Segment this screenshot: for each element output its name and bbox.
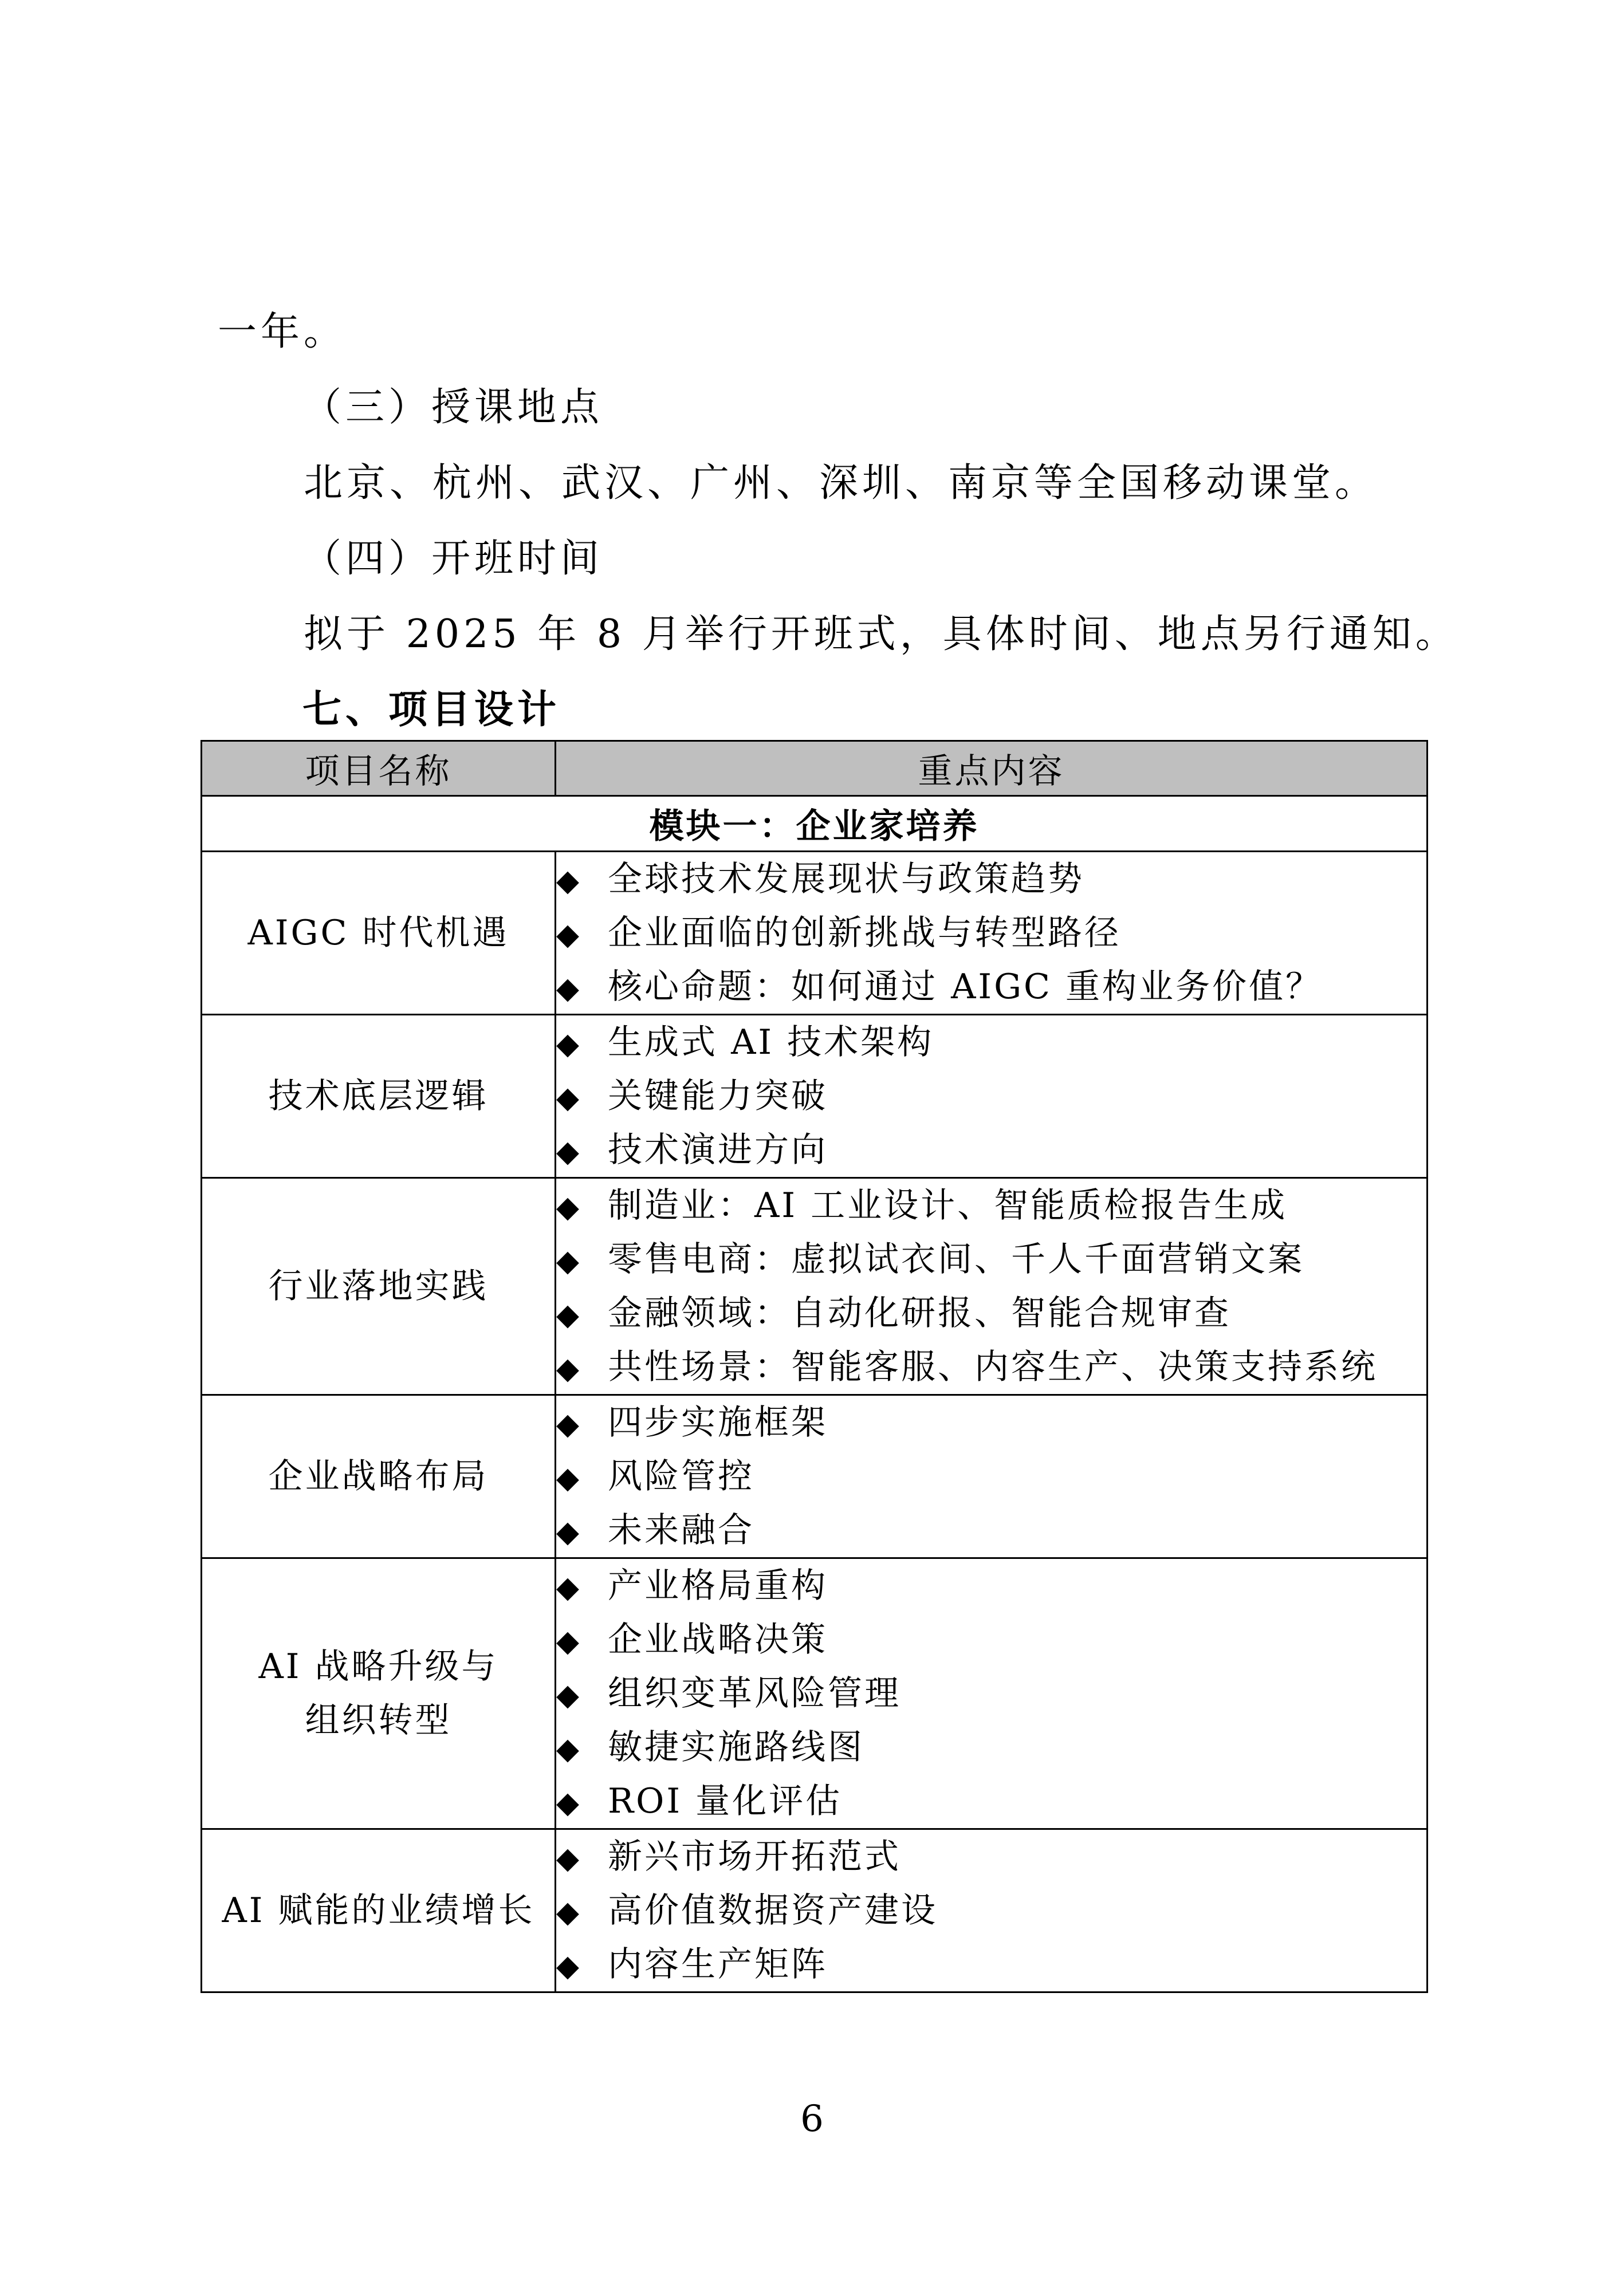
key-point-text: 高价值数据资产建设 bbox=[608, 1891, 938, 1931]
key-point-item bbox=[556, 1340, 1426, 1394]
key-points-cell bbox=[556, 1558, 1428, 1829]
key-point-item bbox=[556, 1450, 1426, 1503]
key-point-text: 内容生产矩阵 bbox=[608, 1944, 828, 1984]
key-point-item bbox=[556, 1884, 1426, 1937]
key-point-item bbox=[556, 1774, 1426, 1828]
table-row bbox=[202, 1395, 1428, 1558]
key-point-item bbox=[556, 1286, 1426, 1340]
body-line-start-time: 拟于 2025 年 8 月举行开班式，具体时间、地点另行通知。 bbox=[304, 612, 1458, 657]
key-point-item bbox=[556, 1937, 1426, 1991]
diamond-bullet-icon: ◆ bbox=[556, 864, 581, 898]
diamond-bullet-icon: ◆ bbox=[556, 1352, 581, 1386]
key-point-item bbox=[556, 1667, 1426, 1720]
subheading-start-time: （四）开班时间 bbox=[302, 536, 604, 581]
project-name-line: 行业落地实践 bbox=[268, 1266, 489, 1306]
header-key-content: 重点内容 bbox=[556, 741, 1428, 796]
module-title: 模块一：企业家培养 bbox=[202, 796, 1428, 852]
diamond-bullet-icon: ◆ bbox=[556, 1027, 581, 1061]
key-point-text: 四步实施框架 bbox=[608, 1403, 828, 1443]
key-point-item bbox=[556, 1396, 1426, 1450]
key-point-text: 零售电商：虚拟试衣间、千人千面营销文案 bbox=[608, 1239, 1304, 1279]
key-point-text: 风险管控 bbox=[608, 1456, 754, 1496]
diamond-bullet-icon: ◆ bbox=[556, 1515, 581, 1549]
key-point-text: 核心命题：如何通过 AIGC 重构业务价值？ bbox=[608, 967, 1323, 1007]
project-name-line: AI 赋能的业绩增长 bbox=[222, 1891, 535, 1931]
key-point-item bbox=[556, 906, 1426, 960]
table-row bbox=[202, 1829, 1428, 1992]
diamond-bullet-icon: ◆ bbox=[556, 917, 581, 952]
key-point-item bbox=[556, 1123, 1426, 1177]
project-design-table bbox=[200, 740, 1428, 1993]
diamond-bullet-icon: ◆ bbox=[556, 1786, 581, 1820]
key-point-text: 全球技术发展现状与政策趋势 bbox=[608, 859, 1084, 899]
diamond-bullet-icon: ◆ bbox=[556, 1732, 581, 1766]
header-project-name: 项目名称 bbox=[202, 741, 556, 796]
key-point-item bbox=[556, 1830, 1426, 1884]
project-name-cell bbox=[202, 1558, 556, 1829]
project-name-cell bbox=[202, 1178, 556, 1395]
key-point-text: 组织变革风险管理 bbox=[608, 1673, 901, 1714]
diamond-bullet-icon: ◆ bbox=[556, 971, 581, 1006]
diamond-bullet-icon: ◆ bbox=[556, 1949, 581, 1983]
table-header-row bbox=[202, 741, 1428, 796]
diamond-bullet-icon: ◆ bbox=[556, 1624, 581, 1659]
project-name-line: 企业战略布局 bbox=[268, 1456, 489, 1496]
key-point-text: 关键能力突破 bbox=[608, 1076, 828, 1116]
section-heading: 七、项目设计 bbox=[302, 687, 561, 732]
table-row bbox=[202, 852, 1428, 1015]
key-points-cell bbox=[556, 1015, 1428, 1178]
project-name-cell bbox=[202, 1395, 556, 1558]
key-point-text: 未来融合 bbox=[608, 1510, 754, 1550]
table-row bbox=[202, 1015, 1428, 1178]
project-name-line: 技术底层逻辑 bbox=[268, 1076, 489, 1116]
key-point-text: 产业格局重构 bbox=[608, 1566, 828, 1606]
diamond-bullet-icon: ◆ bbox=[556, 1895, 581, 1929]
key-point-item bbox=[556, 1559, 1426, 1613]
project-name-line: AIGC 时代机遇 bbox=[247, 913, 509, 953]
key-points-cell bbox=[556, 1829, 1428, 1992]
body-line-locations: 北京、杭州、武汉、广州、深圳、南京等全国移动课堂。 bbox=[304, 460, 1378, 506]
module-row bbox=[202, 796, 1428, 852]
diamond-bullet-icon: ◆ bbox=[556, 1841, 581, 1876]
key-point-item bbox=[556, 1232, 1426, 1286]
diamond-bullet-icon: ◆ bbox=[556, 1678, 581, 1712]
project-name-cell bbox=[202, 852, 556, 1015]
key-point-text: 新兴市场开拓范式 bbox=[608, 1837, 901, 1877]
key-point-item bbox=[556, 1720, 1426, 1774]
key-point-text: ROI 量化评估 bbox=[608, 1781, 843, 1821]
key-point-text: 金融领域：自动化研报、智能合规审查 bbox=[608, 1293, 1231, 1333]
diamond-bullet-icon: ◆ bbox=[556, 1244, 581, 1278]
key-points-cell bbox=[556, 852, 1428, 1015]
key-points-cell bbox=[556, 1178, 1428, 1395]
page-number: 6 bbox=[800, 2098, 824, 2140]
diamond-bullet-icon: ◆ bbox=[556, 1081, 581, 1115]
key-point-text: 制造业：AI 工业设计、智能质检报告生成 bbox=[608, 1186, 1288, 1226]
key-point-text: 企业战略决策 bbox=[608, 1620, 828, 1660]
key-point-item bbox=[556, 1503, 1426, 1557]
key-point-item bbox=[556, 852, 1426, 906]
diamond-bullet-icon: ◆ bbox=[556, 1570, 581, 1605]
diamond-bullet-icon: ◆ bbox=[556, 1190, 581, 1224]
diamond-bullet-icon: ◆ bbox=[556, 1461, 581, 1495]
key-point-text: 共性场景：智能客服、内容生产、决策支持系统 bbox=[608, 1347, 1378, 1387]
key-point-item bbox=[556, 1069, 1426, 1123]
diamond-bullet-icon: ◆ bbox=[556, 1407, 581, 1442]
key-point-item bbox=[556, 960, 1426, 1014]
subheading-location: （三）授课地点 bbox=[302, 385, 604, 430]
table-row bbox=[202, 1178, 1428, 1395]
key-point-item bbox=[556, 1179, 1426, 1232]
project-name-line: AI 战略升级与 bbox=[258, 1647, 498, 1687]
key-points-cell bbox=[556, 1395, 1428, 1558]
project-name-line: 组织转型 bbox=[305, 1700, 452, 1740]
project-name-cell bbox=[202, 1829, 556, 1992]
diamond-bullet-icon: ◆ bbox=[556, 1135, 581, 1169]
key-point-item bbox=[556, 1015, 1426, 1069]
diamond-bullet-icon: ◆ bbox=[556, 1298, 581, 1332]
project-name-cell bbox=[202, 1015, 556, 1178]
key-point-text: 生成式 AI 技术架构 bbox=[608, 1022, 934, 1062]
body-line-1: 一年。 bbox=[218, 309, 347, 355]
key-point-text: 企业面临的创新挑战与转型路径 bbox=[608, 913, 1121, 953]
key-point-text: 技术演进方向 bbox=[608, 1130, 828, 1170]
key-point-text: 敏捷实施路线图 bbox=[608, 1727, 864, 1767]
table-row bbox=[202, 1558, 1428, 1829]
key-point-item bbox=[556, 1613, 1426, 1667]
